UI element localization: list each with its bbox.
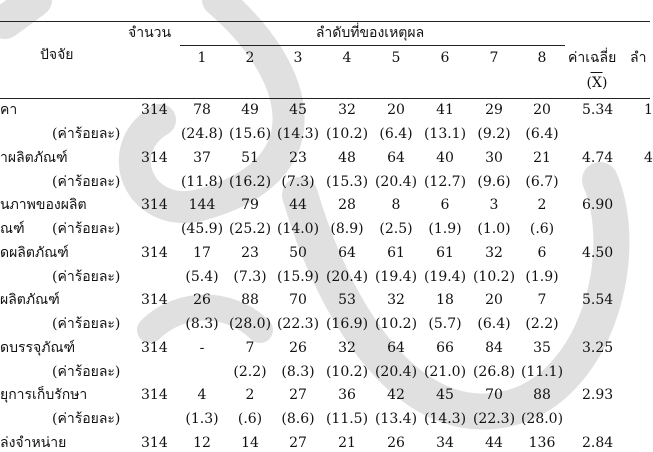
rank-value-cell: 45 [436, 387, 454, 403]
percent-cell: (26.8) [472, 364, 516, 380]
count-cell: 314 [141, 435, 168, 451]
rank-value-cell: 53 [338, 292, 356, 308]
factor-label: าผลิตภัณฑ์ [0, 150, 68, 166]
rank-value-cell: 64 [387, 150, 405, 166]
percent-cell: (1.3) [185, 411, 219, 427]
percent-cell: (45.9) [180, 221, 224, 237]
mean-cell: 2.93 [582, 387, 614, 403]
rank-value-cell: 48 [338, 150, 356, 166]
percent-cell: (19.4) [423, 269, 467, 285]
percent-cell: (8.3) [185, 316, 219, 332]
header-count: จำนวน [128, 25, 172, 41]
percent-cell: (10.2) [325, 364, 369, 380]
rank-value-cell: 23 [241, 245, 259, 261]
percent-cell: (11.8) [180, 174, 224, 190]
rank-value-cell: 78 [193, 102, 211, 118]
factor-label: ดบรรจุภัณฑ์ [0, 340, 76, 356]
rank-value-cell: 66 [436, 340, 454, 356]
percent-cell: (2.2) [525, 316, 559, 332]
percent-cell: (.6) [237, 411, 263, 427]
percent-cell: (6.4) [477, 316, 511, 332]
header-mean-symbol: (X) [587, 72, 608, 92]
percent-cell: (11.1) [520, 364, 564, 380]
rank-value-cell: 2 [245, 387, 255, 403]
percent-label: (ค่าร้อยละ) [52, 364, 121, 380]
rank-value-cell: 30 [485, 150, 503, 166]
rank-value-cell: 17 [193, 245, 211, 261]
percent-label: (ค่าร้อยละ) [52, 411, 121, 427]
count-cell: 314 [141, 245, 168, 261]
percent-cell: (13.4) [374, 411, 418, 427]
rank-value-cell: 50 [289, 245, 307, 261]
rank-value-cell: 44 [289, 197, 307, 213]
percent-cell: (22.3) [472, 411, 516, 427]
percent-cell: (20.4) [325, 269, 369, 285]
rank-value-cell: 88 [241, 292, 259, 308]
factor-label: ดผลิตภัณฑ์ [0, 245, 69, 261]
rank-value-cell: 7 [537, 292, 547, 308]
factor-label: ผลิตภัณฑ์ [0, 292, 60, 308]
percent-cell: (8.6) [281, 411, 315, 427]
percent-cell: (2.2) [233, 364, 267, 380]
rank-value-cell: 32 [387, 292, 405, 308]
percent-cell: (6.7) [525, 174, 559, 190]
rank-value-cell: 42 [387, 387, 405, 403]
rank-value-cell: 23 [289, 150, 307, 166]
rank-value-cell: 20 [533, 102, 551, 118]
rank-value-cell: 2 [537, 197, 547, 213]
percent-cell: (.6) [529, 221, 555, 237]
factor-label: คา [0, 102, 18, 118]
percent-cell: (7.3) [233, 269, 267, 285]
rank-value-cell: 8 [391, 197, 401, 213]
percent-cell: (15.6) [228, 126, 272, 142]
rank-value-cell: 27 [289, 435, 307, 451]
rank-value-cell: 37 [193, 150, 211, 166]
rank-value-cell: 49 [241, 102, 259, 118]
percent-cell: (8.9) [330, 221, 364, 237]
rank-value-cell: 20 [387, 102, 405, 118]
rank-value-cell: 44 [485, 435, 503, 451]
percent-label: (ค่าร้อยละ) [52, 126, 121, 142]
rank-value-cell: 18 [436, 292, 454, 308]
factor-label: ล่งจำหน่าย [0, 435, 67, 451]
rank-value-cell: 20 [485, 292, 503, 308]
rank-value-cell: 21 [338, 435, 356, 451]
factor-label: ยุการเก็บรักษา [0, 387, 88, 403]
header-rank-5: 5 [391, 50, 401, 66]
rank-group-rule [180, 45, 565, 46]
count-cell: 314 [141, 292, 168, 308]
rank-value-cell: 61 [387, 245, 405, 261]
percent-cell: (28.0) [228, 316, 272, 332]
rank-value-cell: 64 [387, 340, 405, 356]
rank-value-cell: 35 [533, 340, 551, 356]
percent-cell: (5.4) [185, 269, 219, 285]
rank-value-cell: 84 [485, 340, 503, 356]
rank-value-cell: 41 [436, 102, 454, 118]
rank-value-cell: 70 [485, 387, 503, 403]
percent-cell: (7.3) [281, 174, 315, 190]
mean-cell: 4.74 [582, 150, 614, 166]
percent-cell: (13.1) [423, 126, 467, 142]
count-cell: 314 [141, 387, 168, 403]
percent-label: (ค่าร้อยละ) [52, 221, 121, 237]
percent-cell: (10.2) [374, 316, 418, 332]
percent-cell: (20.4) [374, 174, 418, 190]
rank-value-cell: 26 [289, 340, 307, 356]
rank-value-cell: 14 [241, 435, 259, 451]
rank-value-cell: 3 [489, 197, 499, 213]
mean-cell: 2.84 [582, 435, 614, 451]
rank-value-cell: - [199, 340, 205, 356]
mean-cell: 6.90 [582, 197, 614, 213]
factor-label: นภาพของผลิต [0, 197, 87, 213]
rank-value-cell: 7 [245, 340, 255, 356]
percent-cell: (6.4) [379, 126, 413, 142]
count-cell: 314 [141, 102, 168, 118]
rank-value-cell: 4 [197, 387, 207, 403]
count-cell: 314 [141, 150, 168, 166]
percent-cell: (2.5) [379, 221, 413, 237]
rank-value-cell: 32 [485, 245, 503, 261]
percent-cell: (10.2) [472, 269, 516, 285]
header-rank-cut: ลำ [630, 50, 647, 66]
header-mean: ค่าเฉลี่ย [568, 50, 617, 66]
percent-cell: (19.4) [374, 269, 418, 285]
header-rank-group: ลำดับที่ของเหตุผล [315, 25, 425, 41]
header-rank-8: 8 [537, 50, 547, 66]
percent-cell: (5.7) [428, 316, 462, 332]
percent-cell: (12.7) [423, 174, 467, 190]
rank-cell-cut: 1 [644, 102, 653, 118]
percent-cell: (15.3) [325, 174, 369, 190]
percent-label: (ค่าร้อยละ) [52, 174, 121, 190]
percent-cell: (1.9) [428, 221, 462, 237]
rank-value-cell: 12 [193, 435, 211, 451]
count-cell: 314 [141, 340, 168, 356]
rank-value-cell: 88 [533, 387, 551, 403]
percent-cell: (25.2) [228, 221, 272, 237]
rank-value-cell: 61 [436, 245, 454, 261]
percent-cell: (1.0) [477, 221, 511, 237]
percent-cell: (9.2) [477, 126, 511, 142]
mean-cell: 5.34 [582, 102, 614, 118]
factor-label-cont: ณฑ์ [0, 221, 25, 237]
percent-cell: (14.0) [276, 221, 320, 237]
rank-value-cell: 32 [338, 340, 356, 356]
percent-cell: (20.4) [374, 364, 418, 380]
percent-cell: (22.3) [276, 316, 320, 332]
rank-value-cell: 36 [338, 387, 356, 403]
header-rank-4: 4 [342, 50, 352, 66]
percent-cell: (24.8) [180, 126, 224, 142]
rank-value-cell: 32 [338, 102, 356, 118]
percent-cell: (10.2) [325, 126, 369, 142]
rank-value-cell: 26 [193, 292, 211, 308]
count-cell: 314 [141, 197, 168, 213]
rank-cell-cut: 4 [644, 150, 653, 166]
rank-value-cell: 64 [338, 245, 356, 261]
rank-value-cell: 51 [241, 150, 259, 166]
rank-value-cell: 6 [537, 245, 547, 261]
mean-cell: 4.50 [582, 245, 614, 261]
header-rank-2: 2 [245, 50, 255, 66]
rank-value-cell: 21 [533, 150, 551, 166]
percent-cell: (1.9) [525, 269, 559, 285]
header-factor: ปัจจัย [40, 47, 74, 63]
mean-cell: 5.54 [582, 292, 614, 308]
rank-value-cell: 26 [387, 435, 405, 451]
header-rank-6: 6 [440, 50, 450, 66]
percent-cell: (6.4) [525, 126, 559, 142]
mean-cell: 3.25 [582, 340, 614, 356]
header-rank-7: 7 [489, 50, 499, 66]
rank-value-cell: 34 [436, 435, 454, 451]
rank-value-cell: 45 [289, 102, 307, 118]
header-bottom-rule [0, 98, 650, 99]
rank-value-cell: 70 [289, 292, 307, 308]
rank-value-cell: 6 [440, 197, 450, 213]
percent-cell: (9.6) [477, 174, 511, 190]
percent-cell: (16.2) [228, 174, 272, 190]
rank-value-cell: 27 [289, 387, 307, 403]
percent-cell: (16.9) [325, 316, 369, 332]
rank-value-cell: 144 [188, 197, 216, 213]
rank-value-cell: 79 [241, 197, 259, 213]
percent-label: (ค่าร้อยละ) [52, 316, 121, 332]
percent-cell: (14.3) [276, 126, 320, 142]
rank-value-cell: 28 [338, 197, 356, 213]
percent-cell: (11.5) [325, 411, 369, 427]
percent-label: (ค่าร้อยละ) [52, 269, 121, 285]
header-rank-1: 1 [197, 50, 207, 66]
percent-cell: (15.9) [276, 269, 320, 285]
rank-value-cell: 136 [528, 435, 556, 451]
percent-cell: (28.0) [520, 411, 564, 427]
percent-cell: (21.0) [423, 364, 467, 380]
header-rank-3: 3 [293, 50, 303, 66]
table-top-rule [0, 21, 650, 22]
rank-value-cell: 29 [485, 102, 503, 118]
percent-cell: (8.3) [281, 364, 315, 380]
percent-cell: (14.3) [423, 411, 467, 427]
rank-value-cell: 40 [436, 150, 454, 166]
